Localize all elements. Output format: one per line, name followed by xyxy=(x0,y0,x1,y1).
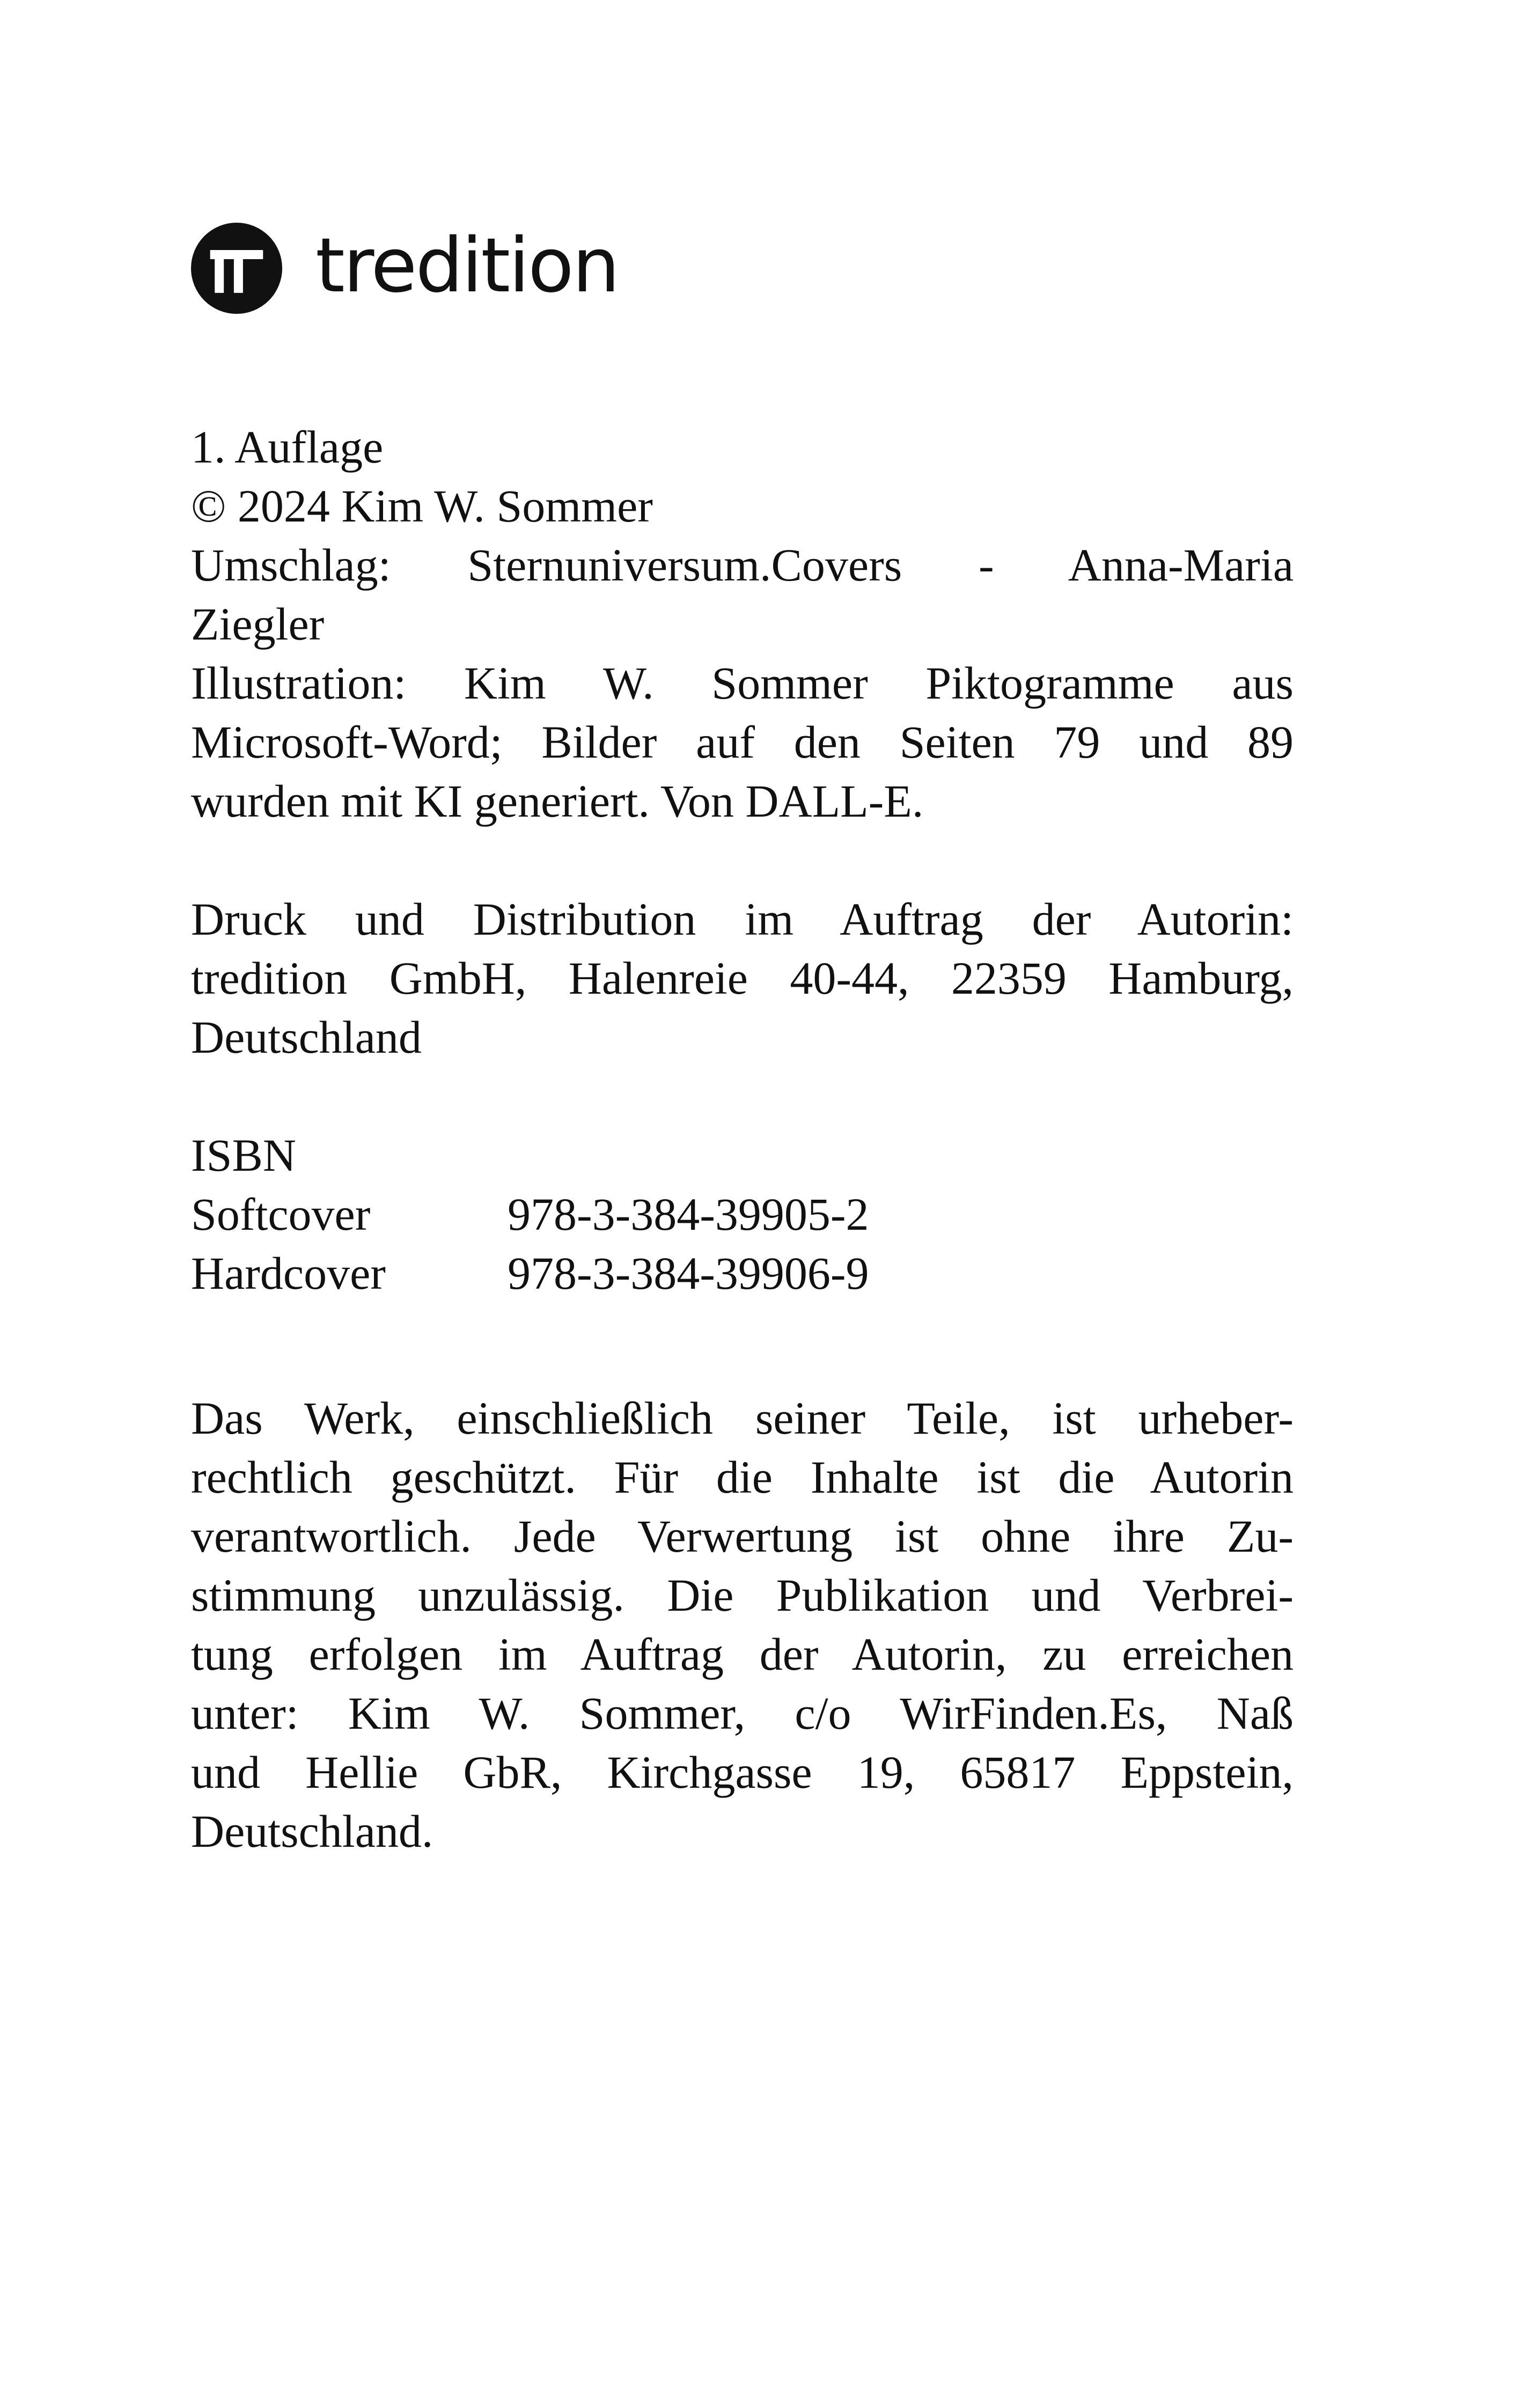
notice-line-4: stimmung unzulässig. Die Publikation und Verbrei- xyxy=(191,1569,1294,1621)
print-distribution-line-3: Deutschland xyxy=(191,1011,422,1063)
notice-line-7: und Hellie GbR, Kirchgasse 19, 65817 Eppstein, xyxy=(191,1746,1294,1798)
imprint-page xyxy=(191,0,1294,2408)
notice-line-6: unter: Kim W. Sommer, c/o WirFinden.Es, Naß xyxy=(191,1687,1294,1739)
notice-line-8: Deutschland. xyxy=(191,1805,433,1857)
tredition-logo-icon xyxy=(191,223,282,314)
publisher-name: tredition xyxy=(315,222,619,310)
isbn-format-label: Hardcover xyxy=(191,1247,386,1299)
print-distribution-line-2: tredition GmbH, Halenreie 40-44, 22359 Hamburg, xyxy=(191,952,1294,1004)
illustration-credit-line-1: Illustration: Kim W. Sommer Piktogramme aus xyxy=(191,657,1294,709)
notice-line-3: verantwortlich. Jede Verwertung ist ohne ihre Zu- xyxy=(191,1510,1294,1562)
notice-line-1: Das Werk, einschließlich seiner Teile, ist urheber- xyxy=(191,1392,1294,1444)
isbn-row-softcover xyxy=(191,1185,1294,1244)
isbn-heading: ISBN xyxy=(191,1129,296,1181)
print-distribution xyxy=(191,890,1294,1067)
isbn-number: 978-3-384-39906-9 xyxy=(508,1247,869,1299)
print-distribution-line-1: Druck und Distribution im Auftrag der Autorin: xyxy=(191,893,1294,945)
copyright-line: © 2024 Kim W. Sommer xyxy=(191,480,653,532)
edition-details xyxy=(191,417,1294,831)
copyright-notice xyxy=(191,1389,1294,1861)
cover-credit-line-1: Umschlag: Sternuniversum.Covers - Anna-Maria xyxy=(191,539,1294,591)
cover-credit-line-2: Ziegler xyxy=(191,598,325,650)
illustration-credit-line-2: Microsoft-Word; Bilder auf den Seiten 79 und 89 xyxy=(191,716,1294,768)
illustration-credit-line-3: wurden mit KI generiert. Von DALL-E. xyxy=(191,775,924,827)
notice-line-5: tung erfolgen im Auftrag der Autorin, zu erreichen xyxy=(191,1628,1294,1680)
isbn-row-hardcover xyxy=(191,1244,1294,1303)
notice-line-2: rechtlich geschützt. Für die Inhalte ist die Autorin xyxy=(191,1451,1294,1503)
isbn-section xyxy=(191,1126,1294,1303)
edition-line: 1. Auflage xyxy=(191,421,384,473)
publisher-logo xyxy=(191,220,618,317)
isbn-format-label: Softcover xyxy=(191,1188,371,1240)
isbn-number: 978-3-384-39905-2 xyxy=(508,1188,869,1240)
